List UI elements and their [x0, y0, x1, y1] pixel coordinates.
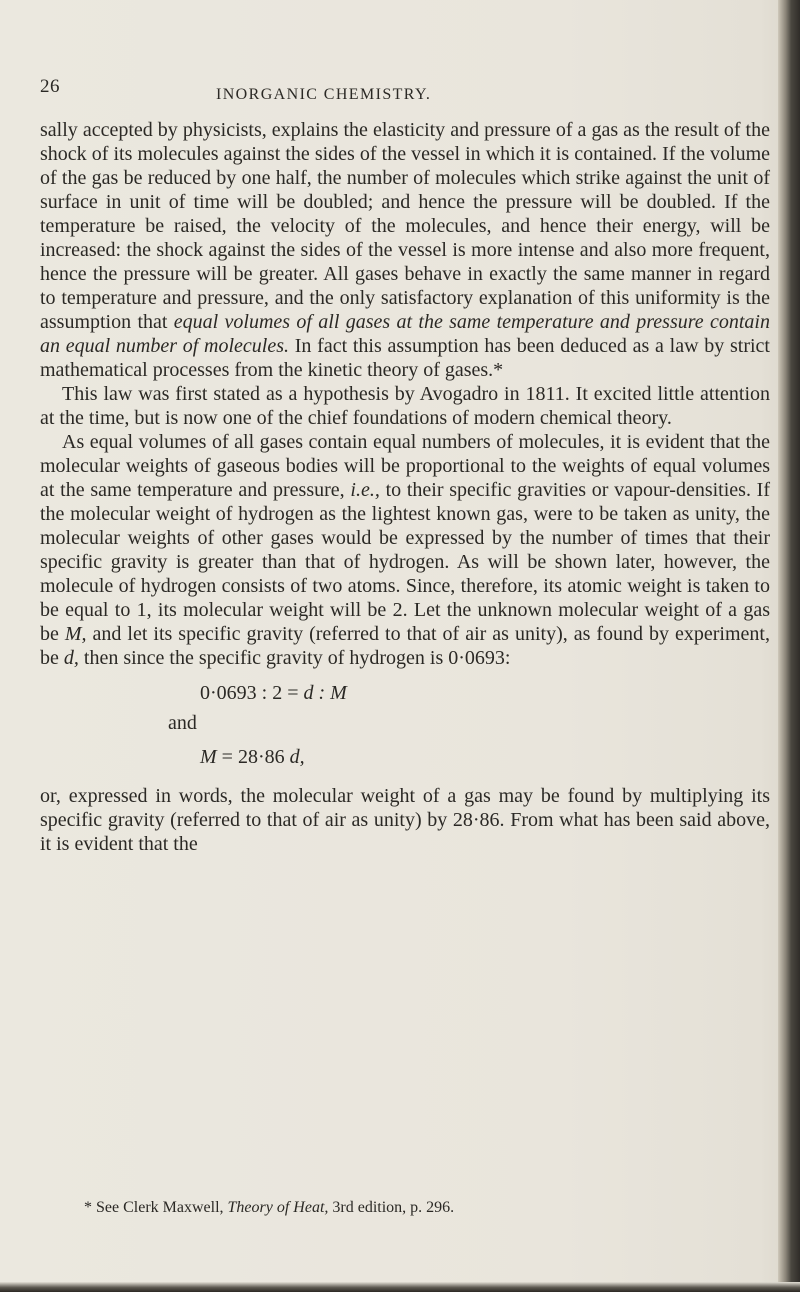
text-run: In fact this assumption has been deduced as a law by strict mathematical processes from the kinetic theory of gases.* — [40, 335, 770, 381]
text-run: and let its specific gravity (referred to that of air as unity), as found by experiment, be — [40, 623, 770, 669]
running-head: INORGANIC CHEMISTRY. — [216, 86, 432, 103]
footnote-title: Theory of Heat, — [227, 1199, 329, 1216]
text-italic: d, — [63, 647, 79, 669]
equation-lhs: M — [200, 746, 217, 768]
paragraph-avogadro: This law was first stated as a hypothesis by Avogadro in 1811. It excited little attention at the time, but is now one of the chief foundations of modern chemical theory. — [40, 383, 770, 429]
text-run: then since the specific gravity of hydrogen is 0·0693: — [78, 647, 511, 669]
paragraph-molecular-weights — [40, 430, 770, 670]
page-bottom-edge — [0, 1282, 800, 1292]
paragraph-kinetic-theory — [40, 118, 770, 382]
body-text — [40, 118, 770, 856]
text-run: to their specific gravities or vapour-densities. If the molecular weight of hydrogen as the lightest known gas, were to be taken as unity, the molecular weights of other gases would be expressed by the number of times that their specific gravity is greater than that of hydrogen. As will be shown later, however, the molecule of hydrogen consists of two atoms. Since, therefore, its atomic weight is taken to be equal to 1, its molecular weight will be 2. Let the unknown molecular weight of a gas be — [40, 479, 770, 645]
equation-variable: d, — [289, 746, 305, 768]
footnote-text: * See Clerk Maxwell, — [84, 1199, 228, 1216]
equation-connector: and — [168, 712, 197, 734]
equation-rhs: d : M — [303, 682, 347, 704]
paragraph-conclusion: or, expressed in words, the molecular weight of a gas may be found by multiplying its specific gravity (referred to that of air as unity) by 28·86. From what has been said above, it is evident that the — [40, 785, 770, 855]
text-run: sally accepted by physicists, explains the elasticity and pressure of a gas as the result of the shock of its molecules against the sides of the vessel in which it is contained. If the volume of the gas be reduced by one half, the number of molecules which strike against the unit of surface in unit of time will be doubled; and hence the pressure will be doubled. If the temperature be raised, the velocity of the molecules, and hence their energy, will be increased: the shock against the sides of the vessel is more intense and also more frequent, hence the pressure will be greater. All gases behave in exactly the same manner in regard to temperature and pressure, and the only satisfactory explanation of this uniformity is the assumption that — [40, 119, 770, 333]
binding-edge — [778, 0, 800, 1292]
footnote-text: 3rd edition, p. 296. — [328, 1199, 455, 1216]
equation-lhs: 0·0693 : 2 = — [200, 682, 304, 704]
equation-molecular-weight — [40, 744, 770, 770]
text-run: As equal volumes of all gases contain equal numbers of molecules, it is evident that the molecular weights of gaseous bodies will be proportional to the weights of equal volumes at the same temperature and pressure, — [40, 431, 770, 501]
page-number: 26 — [40, 76, 60, 97]
text-italic: i.e., — [350, 479, 380, 501]
equation-proportion — [40, 680, 770, 706]
equation-rhs: = 28·86 — [216, 746, 290, 768]
avogadro-law-statement: equal volumes of all gases at the same temperature and pressure contain an equal number of molecules. — [40, 311, 770, 357]
text-italic: M, — [64, 623, 87, 645]
footnote — [84, 1198, 744, 1218]
